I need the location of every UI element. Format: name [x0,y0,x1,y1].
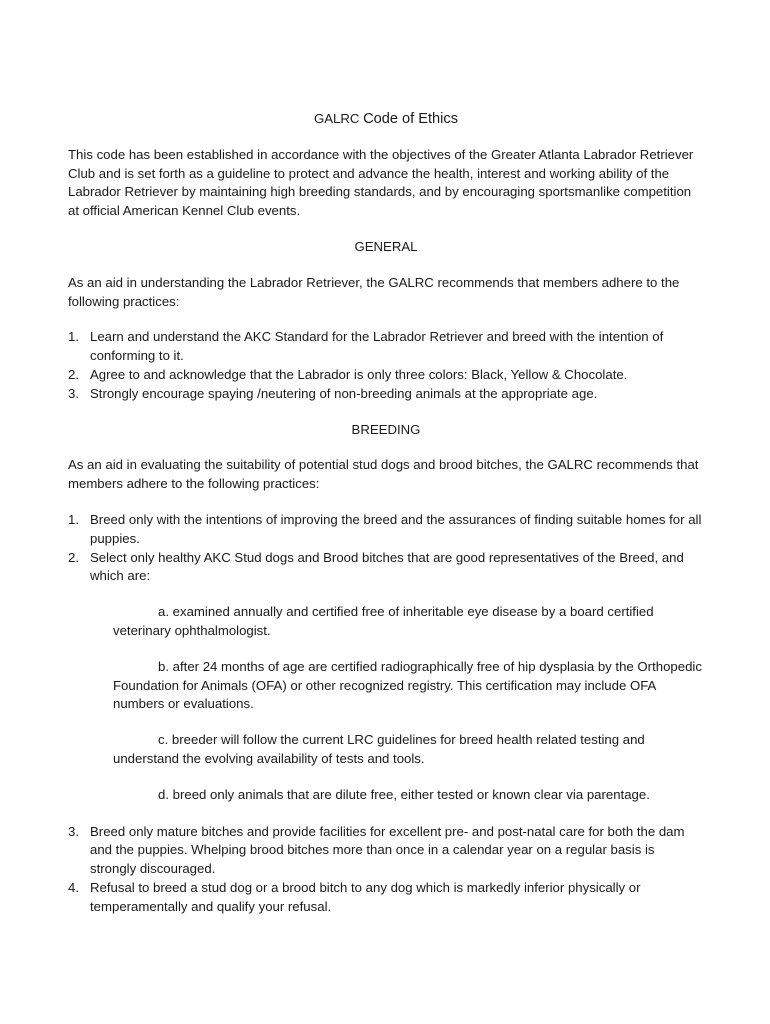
list-number: 2. [68,366,79,382]
subitem-eye-exam: a. examined annually and certified free of inheritable eye disease by a board certified veterinary ophthalmologist. [113,604,654,638]
title-main: Code of Ethics [363,111,459,127]
section-heading-general: GENERAL [354,238,418,254]
document-title [68,110,704,129]
general-lead: As an aid in understanding the Labrador Retriever, the GALRC recommends that members adhere to the following practices: [68,274,680,309]
list-item-text: Strongly encourage spaying /neutering of non-breeding animals at the appropriate age. [90,385,598,401]
section-heading-breeding: BREEDING [351,421,421,437]
list-item-text: Learn and understand the AKC Standard for the Labrador Retriever and breed with the intention of conforming to it. [90,329,664,364]
list-number: 1. [68,329,79,345]
subitem-dilute-free: d. breed only animals that are dilute free, either tested or known clear via parentage. [158,786,650,802]
list-item [68,366,704,385]
list-item [68,879,704,917]
list-number: 4. [68,879,79,895]
list-number: 1. [68,511,79,527]
list-item [68,823,704,879]
list-item-text: Select only healthy AKC Stud dogs and Brood bitches that are good representatives of the Breed, and which are: [90,549,684,584]
breeding-lead: As an aid in evaluating the suitability of potential stud dogs and brood bitches, the GALRC recommends that members adhere to the following practices: [68,457,699,492]
general-list [68,328,704,403]
list-item [68,511,704,549]
list-item-text: Breed only with the intentions of improving the breed and the assurances of finding suitable homes for all puppies. [90,511,702,546]
subitem-hip-dysplasia: b. after 24 months of age are certified radiographically free of hip dysplasia by the Orthopedic Foundation for Animals (OFA) or other recognized registry. This certification may include OFA numbers or evaluations. [113,658,702,712]
list-item [68,385,704,404]
list-item [68,328,704,366]
list-item [68,549,704,587]
intro-paragraph: This code has been established in accordance with the objectives of the Greater Atlanta Labrador Retriever Club and is set forth as a guideline to protect and advance the health, interest and working ability of the Labrador Retriever by maintaining high breeding standards, and by encouraging sportsmanlike competition at official American Kennel Club events. [68,146,694,219]
title-prefix: GALRC [313,111,360,126]
breeding-list-bottom [68,823,704,917]
breeding-list-top [68,511,704,586]
list-number: 3. [68,385,79,401]
list-number: 2. [68,549,79,565]
list-item-text: Refusal to breed a stud dog or a brood bitch to any dog which is markedly inferior physically or temperamentally and qualify your refusal. [90,879,641,914]
list-number: 3. [68,823,79,839]
list-item-text: Breed only mature bitches and provide facilities for excellent pre- and post-natal care for both the dam and the puppies. Whelping brood bitches more than once in a calendar year on a regular basis is strongly discouraged. [90,823,685,877]
subitem-health-testing: c. breeder will follow the current LRC guidelines for breed health related testing and understand the evolving availability of tests and tools. [113,732,645,766]
list-item-text: Agree to and acknowledge that the Labrador is only three colors: Black, Yellow & Chocolate. [90,366,628,382]
